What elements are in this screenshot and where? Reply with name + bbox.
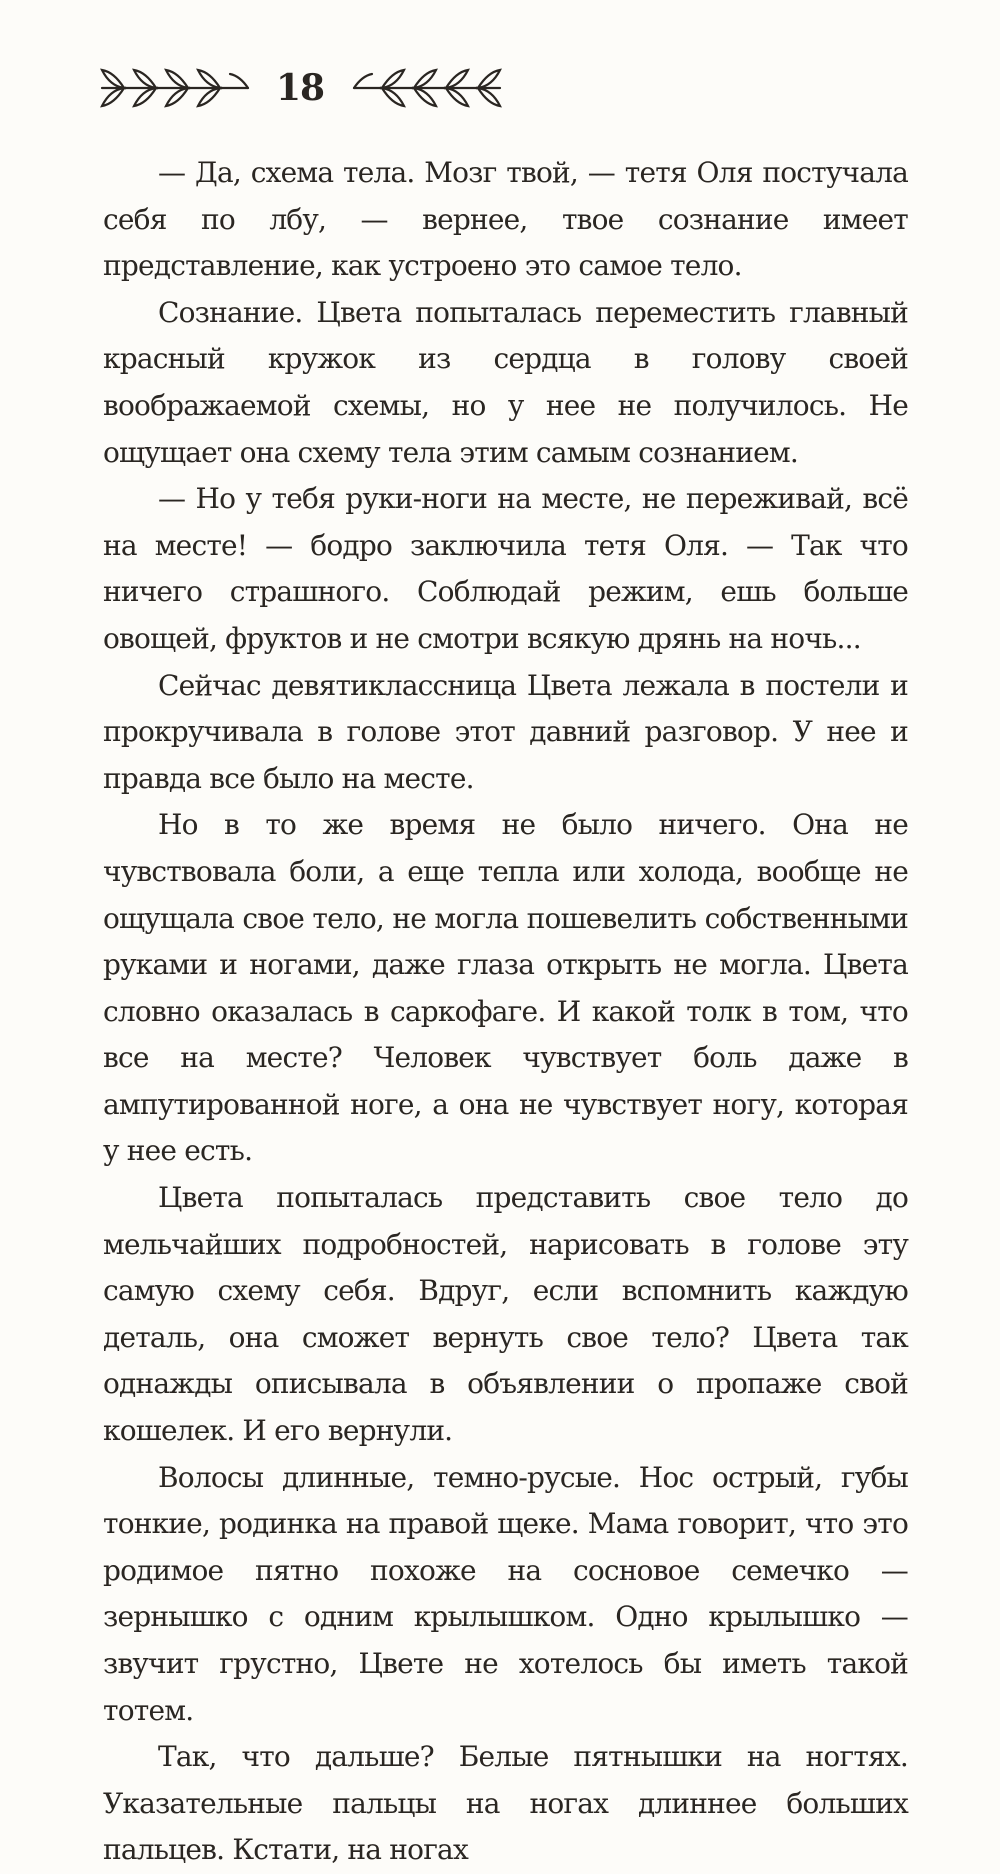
body-text	[103, 150, 908, 1874]
paragraph: Так, что дальше? Белые пятнышки на ногтях. Указательные пальцы на ногах длиннее больших пальцев. Кстати, на ногах	[103, 1740, 908, 1867]
leaf-branch-right-icon	[350, 62, 502, 114]
paragraph: Но в то же время не было ничего. Она не чувствовала боли, а еще тепла или холода, вообще не ощущала свое тело, не могла пошевелить собственными руками и ногами, даже глаза открыть не могла. Цвета словно оказалась в саркофаге. И какой толк в том, что все на месте? Человек чувствует боль даже в ампутированной ноге, а она не чувствует ногу, которая у нее есть.	[103, 808, 908, 1168]
paragraph: — Да, схема тела. Мозг твой, — тетя Оля постучала себя по лбу, — вернее, твое сознание имеет представление, как устроено это самое тело.	[103, 156, 908, 283]
paragraph: Сейчас девятиклассница Цвета лежала в постели и прокручивала в голове этот давний разговор. У нее и правда все было на месте.	[103, 668, 908, 795]
page-number: 18	[275, 67, 325, 109]
paragraph: — Но у тебя руки-ноги на месте, не переживай, всё на месте! — бодро заключила тетя Оля. — Так что ничего страшного. Соблюдай режим, ешь больше овощей, фруктов и не смотри всякую дрянь на ночь...	[103, 482, 908, 655]
page-header	[100, 56, 500, 120]
paragraph: Сознание. Цвета попыталась переместить главный красный кружок из сердца в голову своей воображаемой схемы, но у нее не получилось. Не ощущает она схему тела этим самым сознанием.	[103, 295, 908, 469]
leaf-branch-left-icon	[100, 62, 252, 114]
paragraph: Волосы длинные, темно-русые. Нос острый, губы тонкие, родинка на правой щеке. Мама говорит, что это родимое пятно похоже на сосновое семечко — зернышко с одним крылышком. Одно крылышко — звучит грустно, Цвете не хотелось бы иметь такой тотем.	[103, 1460, 908, 1727]
paragraph: Цвета попыталась представить свое тело до мельчайших подробностей, нарисовать в голове эту самую схему себя. Вдруг, если вспомнить каждую деталь, она сможет вернуть свое тело? Цвета так однажды описывала в объявлении о пропаже свой кошелек. И его вернули.	[103, 1181, 908, 1448]
